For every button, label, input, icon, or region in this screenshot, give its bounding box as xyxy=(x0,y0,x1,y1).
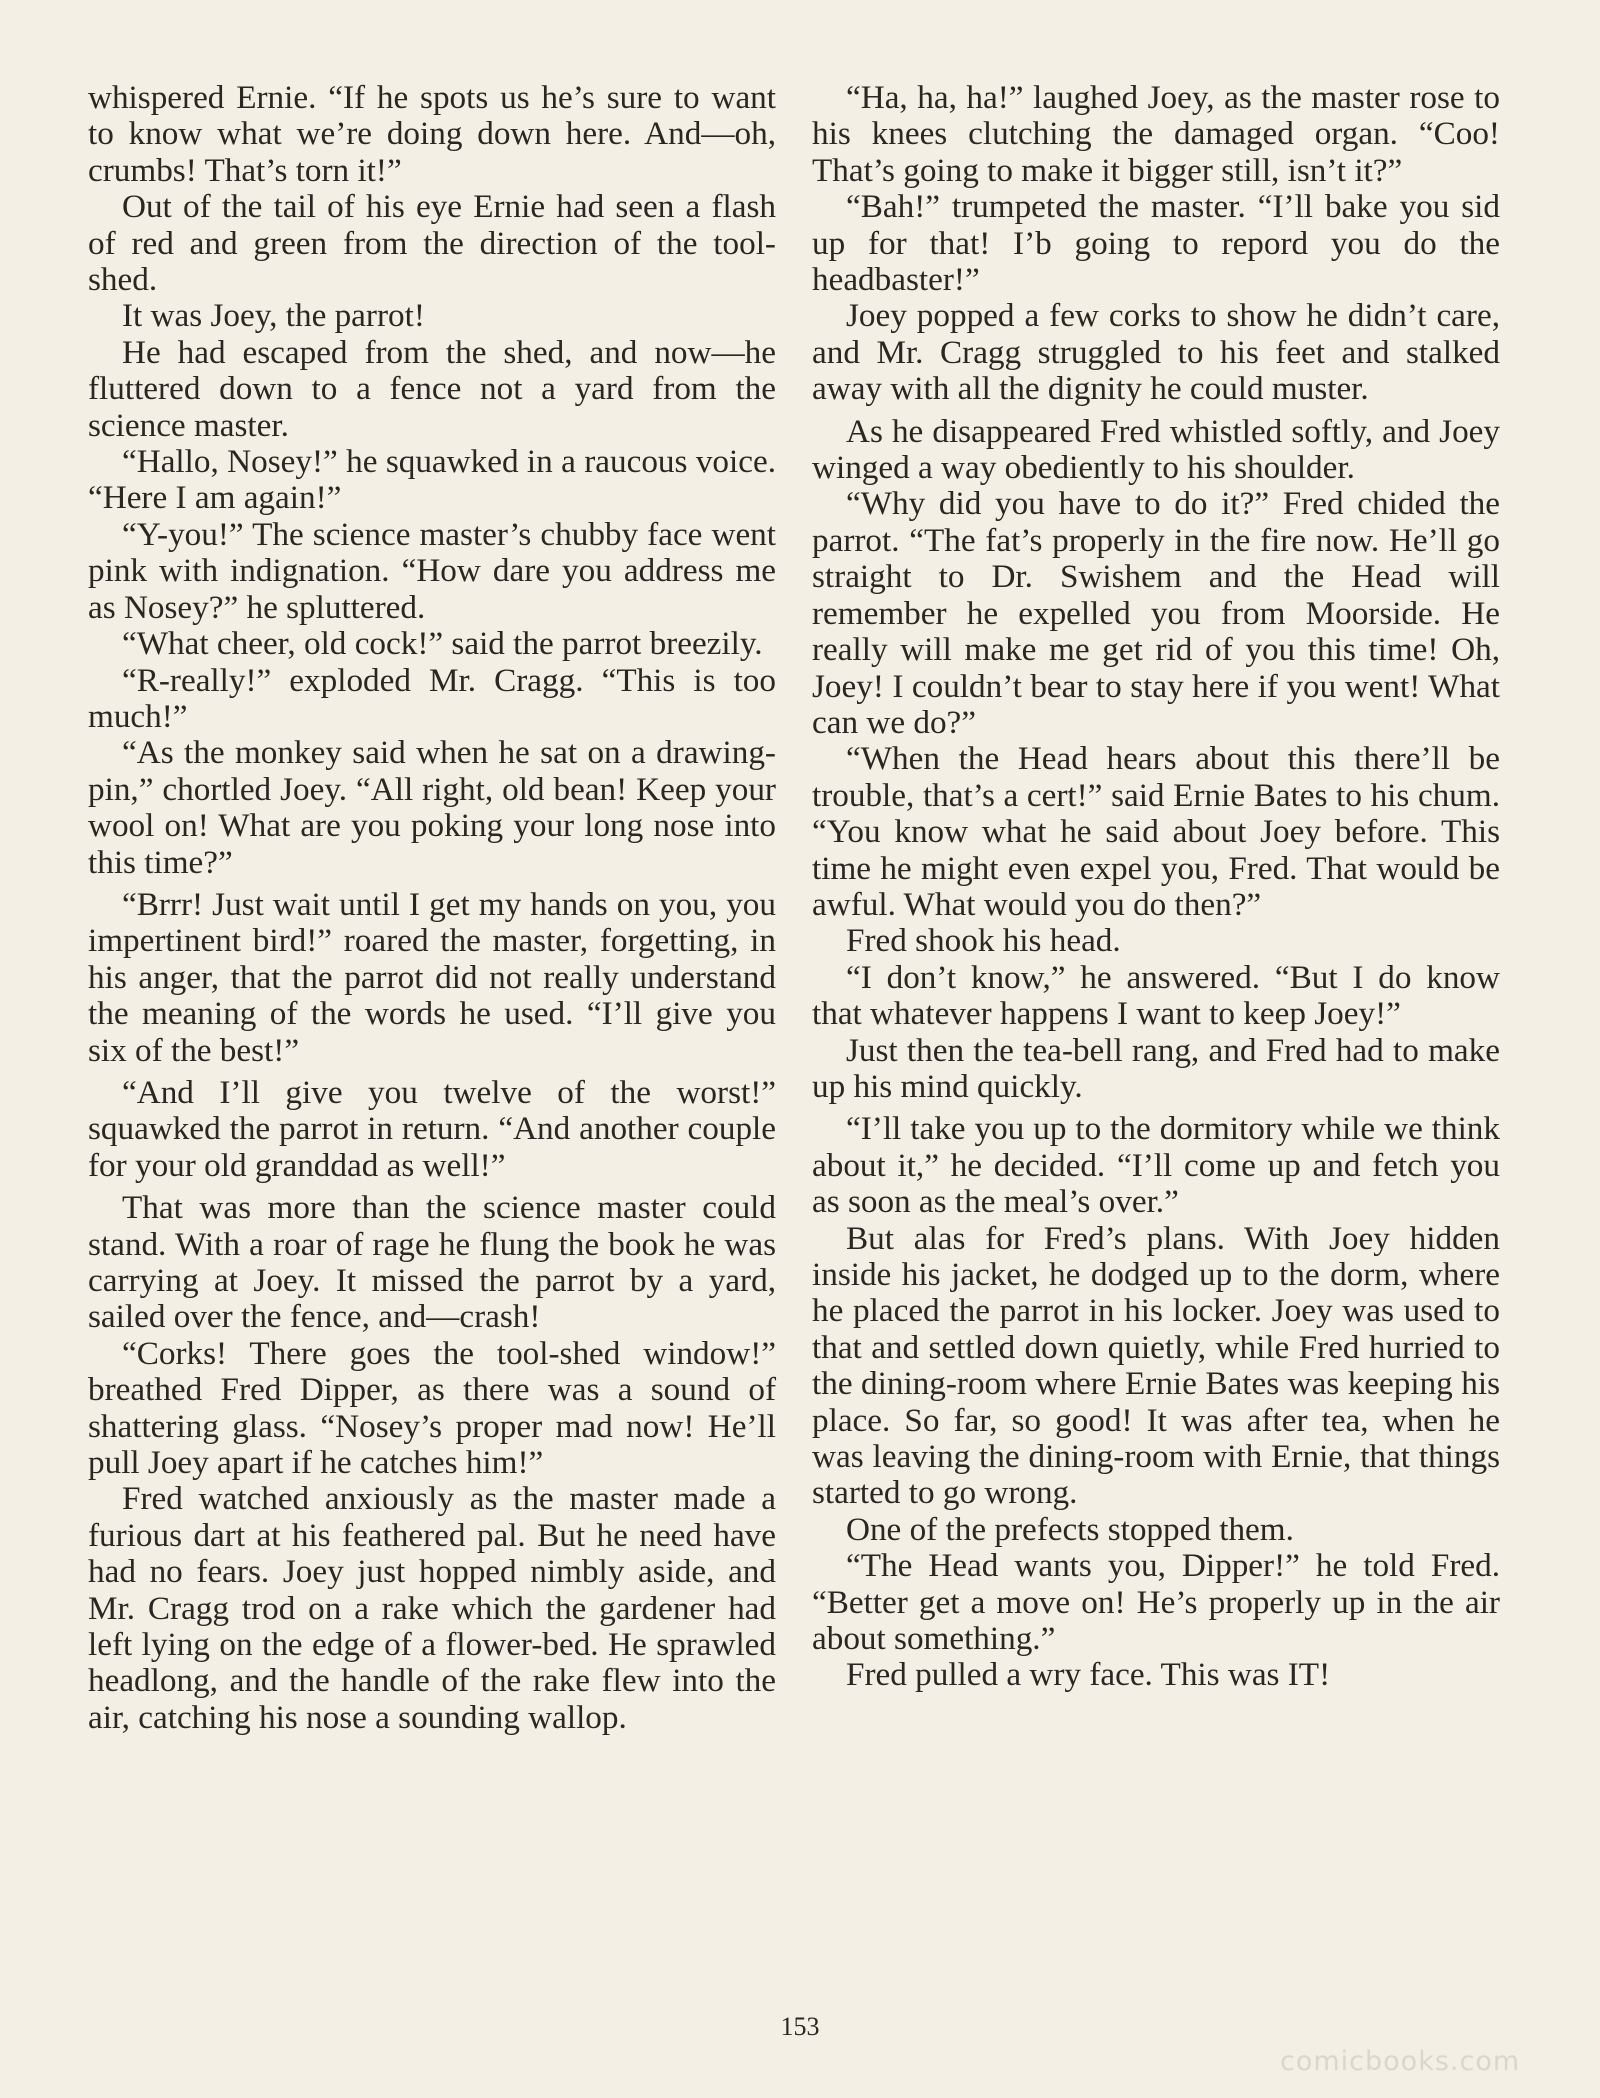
paragraph: “And I’ll give you twelve of the worst!” squawked the parrot in return. “And another couple for your old granddad as well!” xyxy=(88,1073,776,1184)
left-text-column xyxy=(88,80,776,1736)
paragraph: Out of the tail of his eye Ernie had seen a flash of red and green from the direction of the tool-shed. xyxy=(88,188,776,299)
paragraph: But alas for Fred’s plans. With Joey hidden inside his jacket, he dodged up to the dorm, where he placed the parrot in his locker. Joey was used to that and settled down quietly, while Fred hurried to the dining-room where Ernie Bates was keeping his place. So far, so good! It was after tea, when he was leaving the dining-room with Ernie, that things started to go wrong. xyxy=(812,1219,1500,1512)
paragraph: whispered Ernie. “If he spots us he’s sure to want to know what we’re doing down here. And—oh, crumbs! That’s torn it!” xyxy=(88,79,776,189)
paragraph: “The Head wants you, Dipper!” he told Fred. “Better get a move on! He’s properly up in the air about something.” xyxy=(812,1547,1500,1658)
paragraph: As he disappeared Fred whistled softly, and Joey winged a way obediently to his shoulder. xyxy=(812,412,1500,487)
paragraph: “R-really!” exploded Mr. Cragg. “This is too much!” xyxy=(88,661,776,735)
paragraph: “As the monkey said when he sat on a drawing-pin,” chortled Joey. “All right, old bean! Keep your wool on! What are you poking your long nose into this time?” xyxy=(88,734,776,881)
paragraph: “Ha, ha, ha!” laughed Joey, as the master rose to his knees clutching the damaged organ. “Coo! That’s going to make it bigger still, isn’t it?” xyxy=(812,79,1500,189)
paragraph: “When the Head hears about this there’ll be trouble, that’s a cert!” said Ernie Bates to his chum. “You know what he said about Joey before. This time he might even expel you, Fred. That would be awful. What would you do then?” xyxy=(812,740,1500,923)
paragraph: “I don’t know,” he answered. “But I do know that whatever happens I want to keep Joey!” xyxy=(812,958,1500,1033)
paragraph: “Corks! There goes the tool-shed window!” breathed Fred Dipper, as there was a sound of shattering glass. “Nosey’s proper mad now! He’ll pull Joey apart if he catches him!” xyxy=(88,1334,776,1482)
paragraph: “I’ll take you up to the dormitory while we think about it,” he decided. “I’ll come up and fetch you as soon as the meal’s over.” xyxy=(812,1110,1500,1221)
paragraph: That was more than the science master could stand. With a roar of rage he flung the book he was carrying at Joey. It missed the parrot by a yard, sailed over the fence, and—crash! xyxy=(88,1189,776,1336)
page-number: 153 xyxy=(780,2012,820,2041)
right-text-column xyxy=(812,80,1500,1694)
paragraph: Fred watched anxiously as the master made a furious dart at his feathered pal. But he need have had no fears. Joey just hopped nimbly aside, and Mr. Cragg trod on a rake which the gardener had left lying on the edge of a flower-bed. He sprawled headlong, and the handle of the rake flew into the air, catching his nose a sounding wallop. xyxy=(88,1480,776,1736)
paragraph: “Why did you have to do it?” Fred chided the parrot. “The fat’s properly in the fire now. He’ll go straight to Dr. Swishem and the Head will remember he expelled you from Moorside. He really will make me get rid of you this time! Oh, Joey! I couldn’t bear to stay here if you went! What can we do?” xyxy=(812,485,1500,741)
paragraph: Joey popped a few corks to show he didn’t care, and Mr. Cragg struggled to his feet and stalked away with all the dignity he could muster. xyxy=(812,297,1500,408)
paragraph: Just then the tea-bell rang, and Fred had to make up his mind quickly. xyxy=(812,1031,1500,1105)
paragraph: “Hallo, Nosey!” he squawked in a raucous voice. “Here I am again!” xyxy=(88,443,776,517)
site-watermark: comicbooks.com xyxy=(1280,2046,1521,2077)
paragraph: One of the prefects stopped them. xyxy=(846,1510,1294,1548)
paragraph: “What cheer, old cock!” said the parrot breezily. xyxy=(122,625,763,663)
paragraph: Fred shook his head. xyxy=(846,922,1121,960)
paragraph: “Bah!” trumpeted the master. “I’ll bake you sid up for that! I’b going to repord you do the headbaster!” xyxy=(812,188,1500,299)
paragraph: “Y-you!” The science master’s chubby face went pink with indignation. “How dare you address me as Nosey?” he spluttered. xyxy=(88,515,776,626)
paragraph: It was Joey, the parrot! xyxy=(122,297,425,335)
paragraph: “Brrr! Just wait until I get my hands on you, you impertinent bird!” roared the master, forgetting, in his anger, that the parrot did not really understand the meaning of the words he used. “I’ll give you six of the best!” xyxy=(88,885,776,1069)
paragraph: Fred pulled a wry face. This was IT! xyxy=(846,1656,1331,1694)
paragraph: He had escaped from the shed, and now—he fluttered down to a fence not a yard from the science master. xyxy=(88,333,776,444)
